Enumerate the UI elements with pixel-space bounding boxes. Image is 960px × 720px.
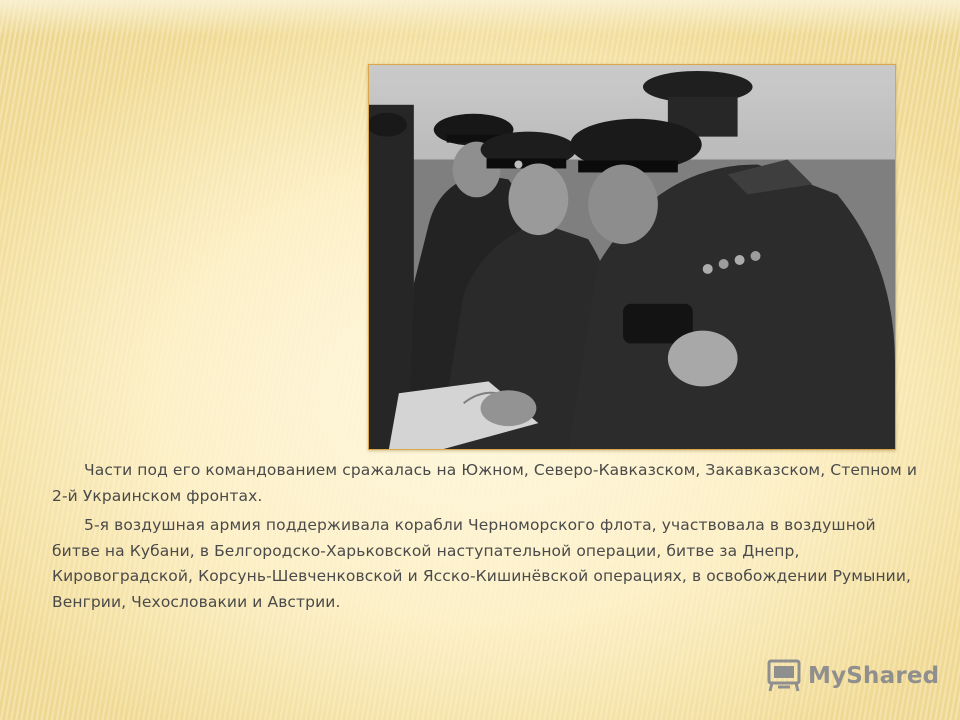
- header-band: [0, 0, 960, 36]
- watermark-text: MyShared: [808, 663, 940, 689]
- body-text: [52, 458, 922, 619]
- paragraph-air-army: 5-я воздушная армия поддерживала корабли Черноморского флота, участвовала в воздушной битве на Кубани, в Белгородско-Харьковской наступательной операции, битве за Днепр, Кировоградской, Корсунь-Шевченковской и Ясско-Кишинёвской операциях, в освобождении Румынии, Венгрии, Чехословакии и Австрии.: [52, 516, 912, 611]
- historical-photo-icon: [369, 65, 895, 449]
- historical-photo: [368, 64, 896, 450]
- myshared-logo-icon: [766, 659, 802, 693]
- watermark: [766, 656, 939, 696]
- paragraph-fronts: Части под его командованием сражалась на Южном, Северо-Кавказском, Закавказском, Степном и 2-й Украинском фронтах.: [52, 461, 918, 505]
